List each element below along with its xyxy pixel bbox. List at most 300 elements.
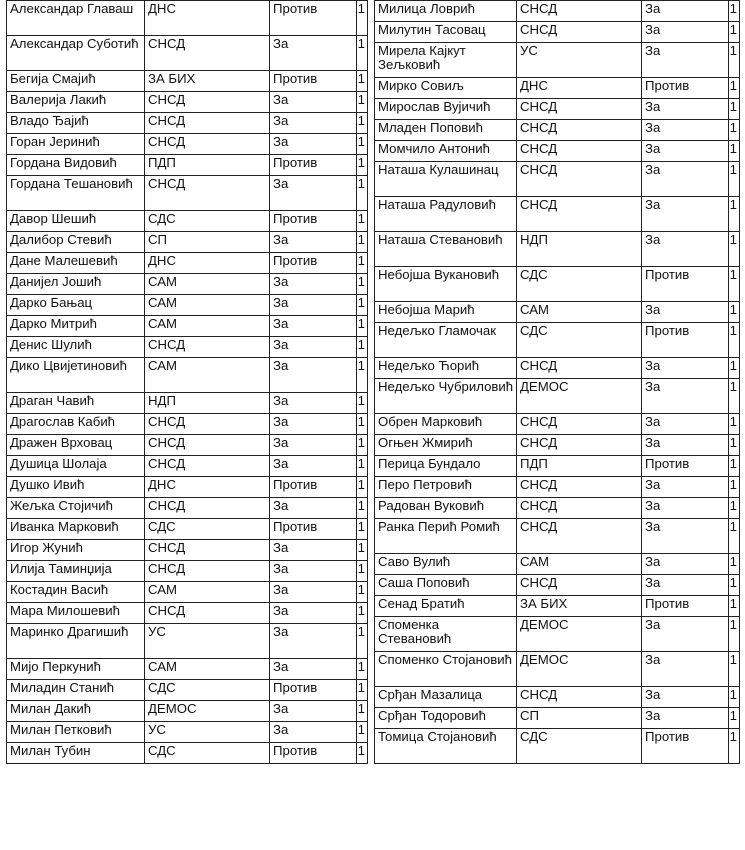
party-name: САМ xyxy=(145,358,270,393)
deputy-name: Ранка Перић Ромић xyxy=(375,519,517,554)
deputy-name: Александар Главаш xyxy=(7,1,145,36)
vote-value: За xyxy=(270,176,357,211)
vote-value: Против xyxy=(642,78,729,99)
vote-value: За xyxy=(270,701,357,722)
party-name: САМ xyxy=(145,295,270,316)
deputy-name: Милан Петковић xyxy=(7,722,145,743)
deputy-name: Костадин Васић xyxy=(7,582,145,603)
vote-value: За xyxy=(642,1,729,22)
vote-count: 1 xyxy=(729,575,740,596)
vote-count: 1 xyxy=(729,99,740,120)
party-name: СНСД xyxy=(145,113,270,134)
vote-count: 1 xyxy=(357,498,368,519)
table-row xyxy=(7,582,368,603)
vote-count: 1 xyxy=(729,1,740,22)
table-row xyxy=(7,274,368,295)
vote-value: За xyxy=(642,120,729,141)
deputy-name: Мирослав Вујичић xyxy=(375,99,517,120)
deputy-name: Недељко Гламочак xyxy=(375,323,517,358)
vote-count: 1 xyxy=(729,729,740,764)
table-row xyxy=(375,1,740,22)
deputy-name: Душко Ивић xyxy=(7,477,145,498)
vote-count: 1 xyxy=(357,253,368,274)
vote-count: 1 xyxy=(729,302,740,323)
vote-value: Против xyxy=(642,323,729,358)
table-row xyxy=(7,358,368,393)
vote-value: За xyxy=(270,603,357,624)
party-name: СНСД xyxy=(517,435,642,456)
vote-count: 1 xyxy=(729,120,740,141)
party-name: СНСД xyxy=(517,687,642,708)
deputy-name: Недељко Ћорић xyxy=(375,358,517,379)
vote-count: 1 xyxy=(729,323,740,358)
party-name: СНСД xyxy=(145,92,270,113)
party-name: ДЕМОС xyxy=(145,701,270,722)
deputy-name: Душица Шолаја xyxy=(7,456,145,477)
vote-count: 1 xyxy=(729,22,740,43)
deputy-name: Небојша Марић xyxy=(375,302,517,323)
party-name: СНСД xyxy=(517,22,642,43)
vote-count: 1 xyxy=(729,435,740,456)
table-row xyxy=(7,1,368,36)
deputy-name: Милица Ловрић xyxy=(375,1,517,22)
vote-count: 1 xyxy=(357,680,368,701)
party-name: СП xyxy=(145,232,270,253)
vote-count: 1 xyxy=(357,659,368,680)
party-name: СНСД xyxy=(517,477,642,498)
table-row xyxy=(7,498,368,519)
deputy-name: Иванка Марковић xyxy=(7,519,145,540)
table-row xyxy=(375,99,740,120)
table-row xyxy=(7,155,368,176)
vote-value: Против xyxy=(270,519,357,540)
deputy-name: Срђан Мазалица xyxy=(375,687,517,708)
vote-value: Против xyxy=(270,211,357,232)
vote-value: За xyxy=(270,358,357,393)
party-name: СДС xyxy=(145,680,270,701)
vote-value: За xyxy=(642,617,729,652)
vote-value: За xyxy=(642,162,729,197)
vote-count: 1 xyxy=(729,554,740,575)
deputy-name: Жељка Стојичић xyxy=(7,498,145,519)
table-row xyxy=(7,316,368,337)
vote-value: Против xyxy=(270,1,357,36)
party-name: САМ xyxy=(145,274,270,295)
vote-value: Против xyxy=(642,267,729,302)
party-name: СНСД xyxy=(145,337,270,358)
vote-count: 1 xyxy=(357,477,368,498)
deputy-name: Перица Бундало xyxy=(375,456,517,477)
vote-value: За xyxy=(642,477,729,498)
deputy-name: Александар Суботић xyxy=(7,36,145,71)
deputy-name: Далибор Стевић xyxy=(7,232,145,253)
deputy-name: Недељко Чубриловић xyxy=(375,379,517,414)
vote-value: За xyxy=(270,316,357,337)
party-name: СНСД xyxy=(517,120,642,141)
table-row xyxy=(375,162,740,197)
table-row xyxy=(7,456,368,477)
deputy-name: Милан Тубин xyxy=(7,743,145,764)
party-name: ДЕМОС xyxy=(517,617,642,652)
table-row xyxy=(7,71,368,92)
table-row xyxy=(7,680,368,701)
party-name: СНСД xyxy=(145,36,270,71)
party-name: СНСД xyxy=(145,498,270,519)
party-name: СНСД xyxy=(517,498,642,519)
vote-value: За xyxy=(642,652,729,687)
table-row xyxy=(7,176,368,211)
deputy-name: Мирко Совиљ xyxy=(375,78,517,99)
table-row xyxy=(375,379,740,414)
table-row xyxy=(7,253,368,274)
table-row xyxy=(375,456,740,477)
table-row xyxy=(7,701,368,722)
vote-value: За xyxy=(270,92,357,113)
deputy-name: Младен Поповић xyxy=(375,120,517,141)
party-name: ПДП xyxy=(517,456,642,477)
vote-count: 1 xyxy=(357,113,368,134)
vote-count: 1 xyxy=(357,232,368,253)
party-name: СНСД xyxy=(517,1,642,22)
vote-value: Против xyxy=(270,680,357,701)
deputy-name: Драгослав Кабић xyxy=(7,414,145,435)
table-row xyxy=(7,113,368,134)
vote-count: 1 xyxy=(729,414,740,435)
party-name: УС xyxy=(145,722,270,743)
vote-count: 1 xyxy=(729,617,740,652)
party-name: ДЕМОС xyxy=(517,652,642,687)
deputy-name: Наташа Стевановић xyxy=(375,232,517,267)
table-row xyxy=(375,554,740,575)
table-row xyxy=(7,337,368,358)
table-row xyxy=(375,708,740,729)
deputy-name: Наташа Радуловић xyxy=(375,197,517,232)
party-name: ДНС xyxy=(517,78,642,99)
vote-count: 1 xyxy=(357,71,368,92)
deputy-name: Наташа Кулашинац xyxy=(375,162,517,197)
party-name: СДС xyxy=(517,267,642,302)
table-row xyxy=(7,134,368,155)
vote-count: 1 xyxy=(729,141,740,162)
vote-value: За xyxy=(270,561,357,582)
vote-value: За xyxy=(642,358,729,379)
table-row xyxy=(375,197,740,232)
deputy-name: Срђан Тодоровић xyxy=(375,708,517,729)
vote-value: За xyxy=(270,498,357,519)
vote-count: 1 xyxy=(729,519,740,554)
party-name: НДП xyxy=(517,232,642,267)
vote-value: За xyxy=(642,302,729,323)
vote-value: За xyxy=(642,379,729,414)
table-row xyxy=(7,603,368,624)
party-name: СНСД xyxy=(517,358,642,379)
vote-count: 1 xyxy=(729,652,740,687)
table-row xyxy=(7,477,368,498)
table-row xyxy=(375,232,740,267)
deputy-name: Обрен Марковић xyxy=(375,414,517,435)
party-name: СНСД xyxy=(145,456,270,477)
vote-value: Против xyxy=(270,253,357,274)
vote-value: За xyxy=(270,624,357,659)
deputy-name: Мијо Перкунић xyxy=(7,659,145,680)
deputy-name: Илија Таминџија xyxy=(7,561,145,582)
deputy-name: Дарко Бањац xyxy=(7,295,145,316)
party-name: СНСД xyxy=(517,141,642,162)
party-name: СНСД xyxy=(517,99,642,120)
table-row xyxy=(375,477,740,498)
vote-value: За xyxy=(642,22,729,43)
deputy-name: Небојша Вукановић xyxy=(375,267,517,302)
party-name: СДС xyxy=(517,323,642,358)
party-name: СП xyxy=(517,708,642,729)
party-name: САМ xyxy=(145,659,270,680)
vote-value: За xyxy=(270,274,357,295)
table-row xyxy=(375,78,740,99)
vote-count: 1 xyxy=(357,414,368,435)
party-name: СНСД xyxy=(517,197,642,232)
table-row xyxy=(375,596,740,617)
deputy-name: Игор Жунић xyxy=(7,540,145,561)
table-row xyxy=(375,435,740,456)
party-name: СДС xyxy=(145,519,270,540)
table-row xyxy=(375,414,740,435)
vote-count: 1 xyxy=(729,43,740,78)
deputy-name: Дарко Митрић xyxy=(7,316,145,337)
vote-value: За xyxy=(270,414,357,435)
party-name: ДНС xyxy=(145,1,270,36)
vote-count: 1 xyxy=(357,701,368,722)
table-row xyxy=(375,498,740,519)
party-name: СДС xyxy=(145,743,270,764)
table-row xyxy=(7,295,368,316)
table-row xyxy=(7,540,368,561)
vote-count: 1 xyxy=(357,743,368,764)
table-row xyxy=(7,743,368,764)
vote-count: 1 xyxy=(357,316,368,337)
vote-value: Против xyxy=(642,456,729,477)
vote-value: Против xyxy=(270,71,357,92)
party-name: СНСД xyxy=(145,540,270,561)
deputy-name: Денис Шулић xyxy=(7,337,145,358)
table-row xyxy=(7,519,368,540)
deputy-name: Маринко Драгишић xyxy=(7,624,145,659)
party-name: СНСД xyxy=(145,561,270,582)
vote-count: 1 xyxy=(357,295,368,316)
vote-value: За xyxy=(270,435,357,456)
deputy-name: Гордана Видовић xyxy=(7,155,145,176)
vote-value: За xyxy=(642,197,729,232)
vote-count: 1 xyxy=(729,197,740,232)
party-name: СДС xyxy=(517,729,642,764)
deputy-name: Драган Чавић xyxy=(7,393,145,414)
vote-count: 1 xyxy=(357,134,368,155)
table-row xyxy=(7,36,368,71)
party-name: ЗА БИХ xyxy=(145,71,270,92)
table-row xyxy=(7,92,368,113)
vote-count: 1 xyxy=(729,477,740,498)
vote-value: Против xyxy=(270,155,357,176)
vote-count: 1 xyxy=(357,519,368,540)
party-name: СНСД xyxy=(145,134,270,155)
deputy-name: Сенад Братић xyxy=(375,596,517,617)
party-name: УС xyxy=(145,624,270,659)
vote-count: 1 xyxy=(357,582,368,603)
deputy-name: Момчило Антонић xyxy=(375,141,517,162)
vote-value: За xyxy=(642,708,729,729)
table-row xyxy=(7,659,368,680)
vote-value: За xyxy=(642,687,729,708)
vote-value: За xyxy=(642,554,729,575)
deputy-name: Валерија Лакић xyxy=(7,92,145,113)
deputy-name: Давор Шешић xyxy=(7,211,145,232)
party-name: ЗА БИХ xyxy=(517,596,642,617)
vote-count: 1 xyxy=(729,379,740,414)
table-row xyxy=(375,323,740,358)
deputy-name: Дане Малешевић xyxy=(7,253,145,274)
vote-count: 1 xyxy=(357,92,368,113)
vote-value: Против xyxy=(270,743,357,764)
vote-count: 1 xyxy=(729,498,740,519)
table-row xyxy=(7,393,368,414)
table-row xyxy=(7,414,368,435)
deputy-name: Радован Вуковић xyxy=(375,498,517,519)
party-name: САМ xyxy=(145,316,270,337)
vote-count: 1 xyxy=(729,708,740,729)
table-row xyxy=(375,687,740,708)
vote-count: 1 xyxy=(729,456,740,477)
table-row xyxy=(7,561,368,582)
party-name: СДС xyxy=(145,211,270,232)
party-name: ПДП xyxy=(145,155,270,176)
vote-count: 1 xyxy=(357,435,368,456)
party-name: СНСД xyxy=(517,575,642,596)
deputy-name: Саша Поповић xyxy=(375,575,517,596)
vote-count: 1 xyxy=(357,603,368,624)
party-name: УС xyxy=(517,43,642,78)
deputy-name: Милан Дакић xyxy=(7,701,145,722)
vote-value: За xyxy=(642,435,729,456)
party-name: СНСД xyxy=(145,435,270,456)
party-name: СНСД xyxy=(517,162,642,197)
deputy-name: Дико Цвијетиновић xyxy=(7,358,145,393)
table-row xyxy=(7,232,368,253)
table-row xyxy=(375,302,740,323)
party-name: СНСД xyxy=(145,176,270,211)
deputy-name: Горан Јеринић xyxy=(7,134,145,155)
vote-value: За xyxy=(270,393,357,414)
table-row xyxy=(7,624,368,659)
table-row xyxy=(7,211,368,232)
party-name: СНСД xyxy=(145,603,270,624)
vote-count: 1 xyxy=(357,561,368,582)
vote-count: 1 xyxy=(729,687,740,708)
vote-count: 1 xyxy=(729,232,740,267)
vote-count: 1 xyxy=(357,337,368,358)
vote-count: 1 xyxy=(357,274,368,295)
vote-value: Против xyxy=(642,729,729,764)
vote-value: Против xyxy=(270,477,357,498)
vote-count: 1 xyxy=(357,722,368,743)
table-row xyxy=(375,141,740,162)
vote-count: 1 xyxy=(357,393,368,414)
vote-value: За xyxy=(270,659,357,680)
vote-value: За xyxy=(642,43,729,78)
vote-count: 1 xyxy=(357,155,368,176)
vote-value: За xyxy=(270,113,357,134)
party-name: НДП xyxy=(145,393,270,414)
vote-value: За xyxy=(270,134,357,155)
deputy-name: Огњен Жмирић xyxy=(375,435,517,456)
deputy-name: Томица Стојановић xyxy=(375,729,517,764)
vote-value: За xyxy=(642,232,729,267)
table-row xyxy=(375,519,740,554)
deputy-name: Бегија Смајић xyxy=(7,71,145,92)
vote-value: За xyxy=(642,498,729,519)
deputy-name: Данијел Јошић xyxy=(7,274,145,295)
party-name: ДЕМОС xyxy=(517,379,642,414)
deputy-name: Мара Милошевић xyxy=(7,603,145,624)
deputy-name: Гордана Тешановић xyxy=(7,176,145,211)
deputy-name: Миладин Станић xyxy=(7,680,145,701)
vote-value: За xyxy=(270,456,357,477)
vote-count: 1 xyxy=(729,78,740,99)
vote-value: За xyxy=(270,295,357,316)
vote-count: 1 xyxy=(729,596,740,617)
table-row xyxy=(375,652,740,687)
deputy-name: Милутин Тасовац xyxy=(375,22,517,43)
table-row xyxy=(375,729,740,764)
deputy-name: Дражен Врховац xyxy=(7,435,145,456)
vote-count: 1 xyxy=(357,211,368,232)
table-row xyxy=(375,22,740,43)
vote-value: За xyxy=(270,36,357,71)
vote-value: За xyxy=(270,582,357,603)
vote-count: 1 xyxy=(357,1,368,36)
vote-table-right xyxy=(374,0,740,764)
vote-count: 1 xyxy=(357,456,368,477)
party-name: САМ xyxy=(517,554,642,575)
table-row xyxy=(375,358,740,379)
party-name: ДНС xyxy=(145,477,270,498)
vote-count: 1 xyxy=(729,267,740,302)
party-name: ДНС xyxy=(145,253,270,274)
table-row xyxy=(375,575,740,596)
deputy-name: Споменко Стојановић xyxy=(375,652,517,687)
party-name: СНСД xyxy=(517,414,642,435)
deputy-name: Саво Вулић xyxy=(375,554,517,575)
party-name: СНСД xyxy=(145,414,270,435)
table-row xyxy=(375,617,740,652)
party-name: СНСД xyxy=(517,519,642,554)
vote-value: За xyxy=(270,232,357,253)
vote-count: 1 xyxy=(729,358,740,379)
table-row xyxy=(375,120,740,141)
table-row xyxy=(7,722,368,743)
vote-value: За xyxy=(270,337,357,358)
table-row xyxy=(7,435,368,456)
vote-count: 1 xyxy=(357,540,368,561)
vote-table-left xyxy=(6,0,368,764)
party-name: САМ xyxy=(145,582,270,603)
table-row xyxy=(375,267,740,302)
vote-count: 1 xyxy=(357,358,368,393)
deputy-name: Мирела Кајкут Зељковић xyxy=(375,43,517,78)
deputy-name: Перо Петровић xyxy=(375,477,517,498)
deputy-name: Споменка Стевановић xyxy=(375,617,517,652)
vote-value: За xyxy=(642,141,729,162)
vote-value: За xyxy=(642,414,729,435)
party-name: САМ xyxy=(517,302,642,323)
